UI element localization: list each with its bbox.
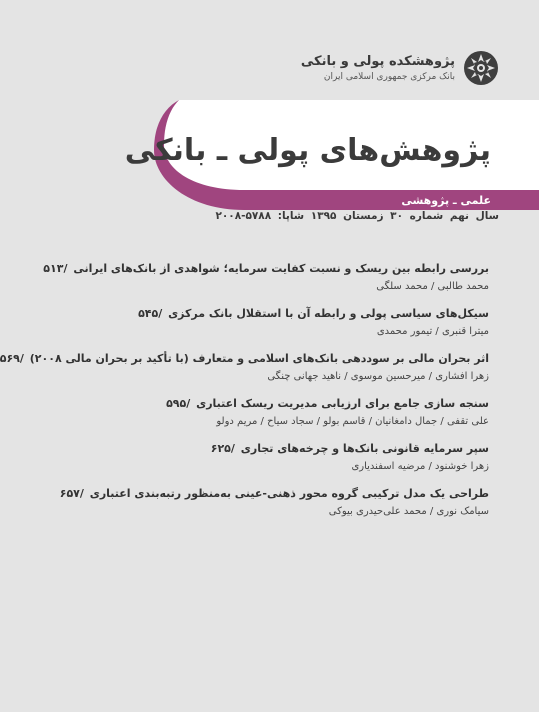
table-of-contents: [0, 262, 489, 532]
article-page: /۵۹۵: [166, 397, 191, 410]
article-authors: میترا قنبری / تیمور محمدی: [376, 326, 489, 337]
article-authors: سیامک نوری / محمد علی‌حیدری بیوکی: [328, 506, 489, 517]
article-title: طراحی یک مدل ترکیبی گروه محور ذهنی-عینی به‌منظور رتبه‌بندی اعتباری: [89, 487, 489, 500]
article-entry: [0, 352, 489, 383]
article-title: بررسی رابطه بین ریسک و نسبت کفایت سرمایه؛ شواهدی از بانک‌های ایرانی: [73, 262, 489, 275]
article-authors: علی تقفی / جمال دامغانیان / قاسم بولو / سجاد سیاح / مریم دولو: [216, 416, 489, 427]
article-title-line: [79, 442, 489, 456]
institute-text: [301, 54, 455, 82]
article-entry: [43, 262, 489, 293]
institute-logo-icon: [463, 50, 499, 86]
article-entry: [79, 442, 489, 473]
article-page: /۵۱۳: [43, 262, 68, 275]
institute-header: [301, 50, 499, 86]
article-entry: [79, 397, 489, 428]
issue-info: سال نهم شماره ۳۰ زمستان ۱۳۹۵ شاپا: ۵۷۸۸-۲۰۰۸: [215, 210, 499, 222]
article-page: /۶۲۵: [210, 442, 235, 455]
article-entry: [79, 307, 489, 338]
article-page: /۶۵۷: [59, 487, 84, 500]
article-title: اثر بحران مالی بر سوددهی بانک‌های اسلامی و متعارف (با تأکید بر بحران مالی ۲۰۰۸): [29, 352, 489, 365]
article-title: سپر سرمایه قانونی بانک‌ها و چرخه‌های تجاری: [240, 442, 489, 455]
article-title-line: [79, 397, 489, 411]
article-title-line: [59, 487, 489, 501]
article-page: /۵۶۹: [0, 352, 24, 365]
article-entry: [59, 487, 489, 518]
article-authors: محمد طالبی / محمد سلگی: [376, 281, 489, 292]
article-authors: زهرا خوشنود / مرضیه اسفندیاری: [351, 461, 489, 472]
article-title-line: [79, 307, 489, 321]
article-title: سنجه سازی جامع برای ارزیابی مدیریت ریسک اعتباری: [196, 397, 489, 410]
article-page: /۵۴۵: [138, 307, 163, 320]
article-authors: زهرا افشاری / میرحسین موسوی / ناهید جهانی چنگی: [267, 371, 489, 382]
article-title-line: [0, 352, 489, 366]
institute-subtitle: بانک مرکزی جمهوری اسلامی ایران: [323, 72, 455, 82]
institute-name: پژوهشکده پولی و بانکی: [300, 54, 455, 69]
journal-title: پژوهش‌های پولی ـ بانکی: [124, 133, 491, 168]
journal-category: علمی ـ پژوهشی: [401, 194, 491, 207]
article-title: سیکل‌های سیاسی پولی و رابطه آن با استقلال بانک مرکزی: [168, 307, 489, 320]
article-title-line: [43, 262, 489, 276]
